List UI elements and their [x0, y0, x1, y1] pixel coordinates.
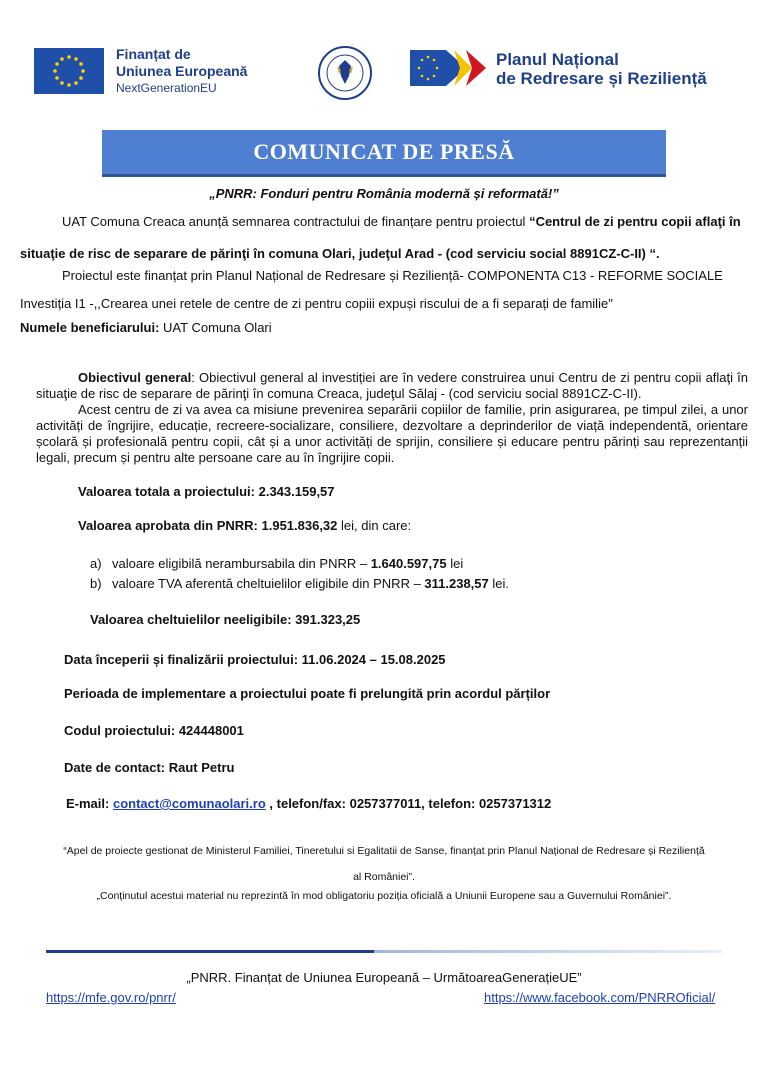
phone-numbers: , telefon/fax: 0257377011, telefon: 0257371312 [265, 796, 552, 811]
eu-line-1: Finanțat de [116, 46, 191, 62]
contact-person: Date de contact: Raut Petru [64, 760, 235, 775]
footer-slogan: „PNRR. Finanțat de Uniunea Europeană – UrmătoareaGenerațieUE” [186, 970, 582, 985]
footer-divider [46, 950, 722, 953]
pnrr-line-2: de Redresare și Reziliență [496, 69, 707, 88]
eu-line-3: NextGenerationEU [116, 81, 217, 95]
approved-value [78, 518, 738, 534]
project-title: “Centrul de zi pentru copii aflaţi în situaţie de risc de separare de părinţi în comuna Olari, judeţul Arad - (cod serviciu social 8891CZ-C-II) “. [20, 214, 741, 261]
eu-line-2: Uniunea Europeană [116, 63, 248, 79]
eu-flag-icon [34, 48, 104, 94]
eu-funding-label [116, 46, 247, 97]
pnrr-line-1: Planul Național [496, 50, 619, 69]
footer-link-mfe[interactable]: https://mfe.gov.ro/pnrr/ [46, 990, 176, 1005]
beneficiary-value: UAT Comuna Olari [159, 320, 272, 335]
email-link[interactable]: contact@comunaolari.ro [112, 796, 266, 811]
list-item [90, 576, 750, 592]
contact-line [66, 796, 746, 812]
list-item-value: 1.640.597,75 [370, 556, 447, 571]
list-item-text: valoare eligibilă nerambursabila din PNRR – [112, 556, 371, 571]
mission-paragraph: Acest centru de zi va avea ca misiune prevenirea separării copiilor de familie, prin asigurarea, pe timpul zilei, a unor activități de îngrijire, educație, recreere-socializare, consiliere, dezvoltare a deprinderilor de viață independentă, orientare școlară și profesională pentru copii, cât și a unor activități de sprijin, consiliere și educare pentru părinți sau reprezentanții legali, precum și pentru alte persoane care au în îngrijire copii. [36, 402, 748, 465]
disclaimer [14, 838, 754, 890]
disclaimer-line-2: al României”. [353, 871, 415, 883]
page-title: COMUNICAT DE PRESĂ [253, 139, 515, 164]
pnrr-title [496, 50, 707, 88]
beneficiary [20, 320, 750, 336]
beneficiary-label: Numele beneficiarului: [20, 320, 160, 335]
list-item-unit: lei. [488, 576, 509, 591]
intro-lead: UAT Comuna Creaca anunță semnarea contractului de finanțare pentru proiectul [62, 214, 530, 229]
disclaimer-line-1: “Apel de proiecte gestionat de Ministerul Familiei, Tineretului si Egalitatii de Sanse, finanțat prin Planul Național de Redresare și Reziliență [63, 845, 705, 857]
project-dates: Data începerii și finalizării proiectului: 11.06.2024 – 15.08.2025 [64, 652, 446, 667]
objective-label: Obiectivul general [78, 370, 192, 385]
footer-link-facebook[interactable]: https://www.facebook.com/PNRROficial/ [484, 990, 716, 1005]
subtitle: „PNRR: Fonduri pentru România modernă și reformată!” [209, 186, 559, 201]
approved-value-suffix: lei, din care: [337, 518, 412, 533]
pnrr-logo-icon [410, 48, 490, 88]
ineligible-value: Valoarea cheltuielilor neeligibile: 391.323,25 [90, 612, 361, 627]
approved-value-label: Valoarea aprobata din PNRR: 1.951.836,32 [78, 518, 338, 533]
objective-paragraph [36, 370, 748, 402]
funding-paragraph: Proiectul este finanțat prin Planul Național de Redresare și Reziliență- COMPONENTA C13 - REFORME SOCIALE Investiția I1 -,,Crearea unei retele de centre de zi pentru copiii expuși riscului de a fi separați de familie" [20, 268, 723, 311]
total-value: Valoarea totala a proiectului: 2.343.159,57 [78, 484, 335, 499]
list-item-unit: lei [446, 556, 464, 571]
intro-paragraph [20, 206, 750, 270]
email-label: E-mail: [66, 796, 113, 811]
extension-note: Perioada de implementare a proiectului poate fi prelungită prin acordul părților [64, 686, 551, 701]
list-item-prefix: a) [90, 556, 102, 571]
list-item [90, 556, 750, 572]
value-list [90, 556, 750, 596]
title-banner [102, 130, 666, 177]
list-item-prefix: b) [90, 576, 102, 591]
list-item-value: 311.238,57 [424, 576, 489, 591]
project-code: Codul proiectului: 424448001 [64, 723, 244, 738]
objective-text: : Obiectivul general al investiției are în vedere construirea unui Centru de zi pentru copii aflaţi în situaţie de risc de separare de părinţi în comuna Creaca, judeţul Sălaj - (cod serviciu social 8891CZ-C-II). [36, 370, 749, 401]
list-item-text: valoare TVA aferentă cheltuielilor eligibile din PNRR – [112, 576, 425, 591]
disclaimer-note: „Conținutul acestui material nu reprezintă în mod obligatoriu poziția oficială a Uniunii Europene sau a Guvernului României”. [96, 890, 672, 902]
government-seal-icon [318, 46, 372, 100]
